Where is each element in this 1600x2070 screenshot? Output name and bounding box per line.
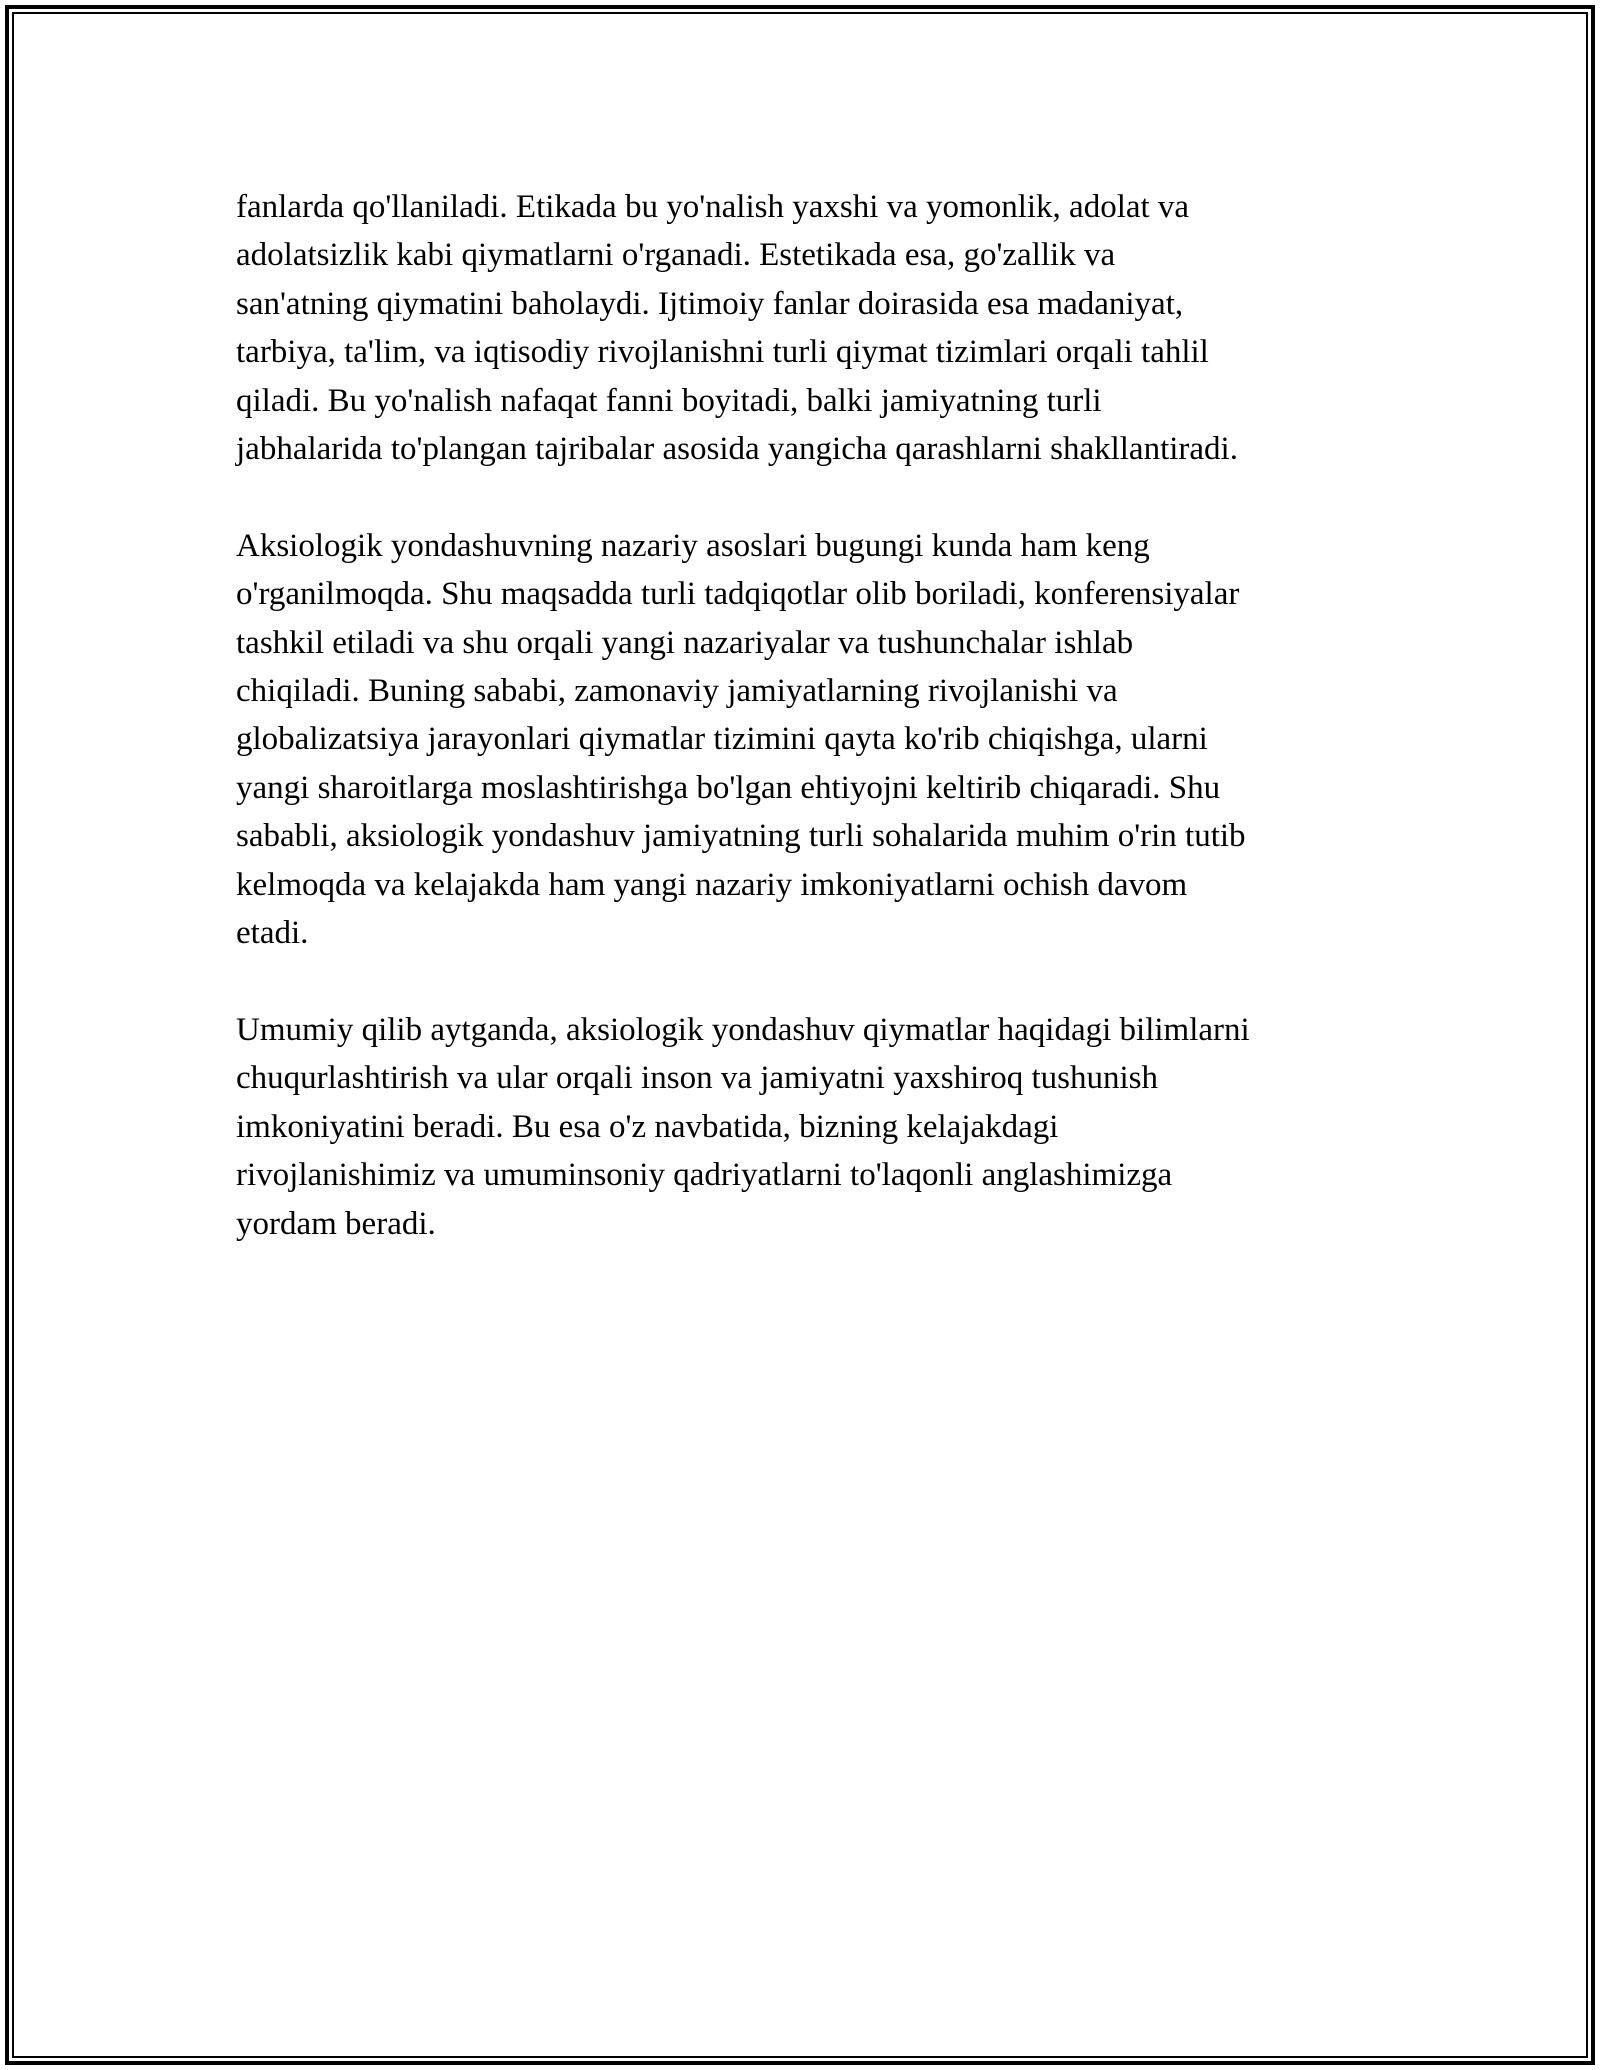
paragraph-line: chuqurlashtirish va ular orqali inson va jamiyatni yaxshiroq tushunish — [236, 1060, 1159, 1097]
paragraph-1 — [236, 183, 1376, 473]
paragraph-line: o'rganilmoqda. Shu maqsadda turli tadqiqotlar olib boriladi, konferensiyalar — [236, 576, 1240, 613]
paragraph-line: tarbiya, ta'lim, va iqtisodiy rivojlanishni turli qiymat tizimlari orqali tahlil — [236, 334, 1209, 371]
paragraph-line: Aksiologik yondashuvning nazariy asoslari bugungi kunda ham keng — [236, 527, 1150, 564]
paragraph-line: jabhalarida to'plangan tajribalar asosida yangicha qarashlarni shakllantiradi. — [236, 431, 1238, 468]
paragraph-line: imkoniyatini beradi. Bu esa o'z navbatida, bizning kelajakdagi — [236, 1108, 1059, 1145]
paragraph-line: qiladi. Bu yo'nalish nafaqat fanni boyitadi, balki jamiyatning turli — [236, 382, 1102, 419]
paragraph-line: sababli, aksiologik yondashuv jamiyatning turli sohalarida muhim o'rin tutib — [236, 818, 1246, 855]
paragraph-line: globalizatsiya jarayonlari qiymatlar tizimini qayta ko'rib chiqishga, ularni — [236, 721, 1208, 758]
paragraph-line: Umumiy qilib aytganda, aksiologik yondashuv qiymatlar haqidagi bilimlarni — [236, 1011, 1250, 1048]
paragraph-2 — [236, 522, 1376, 958]
paragraph-line: tashkil etiladi va shu orqali yangi nazariyalar va tushunchalar ishlab — [236, 624, 1134, 661]
paragraph-line: rivojlanishimiz va umuminsoniy qadriyatlarni to'laqonli anglashimizga — [236, 1157, 1173, 1194]
document-body — [236, 183, 1376, 1296]
paragraph-line: yangi sharoitlarga moslashtirishga bo'lgan ehtiyojni keltirib chiqaradi. Shu — [236, 769, 1221, 806]
paragraph-line: san'atning qiymatini baholaydi. Ijtimoiy fanlar doirasida esa madaniyat, — [236, 285, 1184, 322]
paragraph-line: etadi. — [236, 915, 309, 952]
paragraph-3 — [236, 1006, 1376, 1248]
paragraph-line: fanlarda qo'llaniladi. Etikada bu yo'nalish yaxshi va yomonlik, adolat va — [236, 189, 1190, 225]
paragraph-line: kelmoqda va kelajakda ham yangi nazariy imkoniyatlarni ochish davom — [236, 866, 1188, 903]
paragraph-line: adolatsizlik kabi qiymatlarni o'rganadi. Estetikada esa, go'zallik va — [236, 237, 1116, 274]
paragraph-line: chiqiladi. Buning sababi, zamonaviy jamiyatlarning rivojlanishi va — [236, 673, 1118, 710]
paragraph-line: yordam beradi. — [236, 1205, 436, 1242]
